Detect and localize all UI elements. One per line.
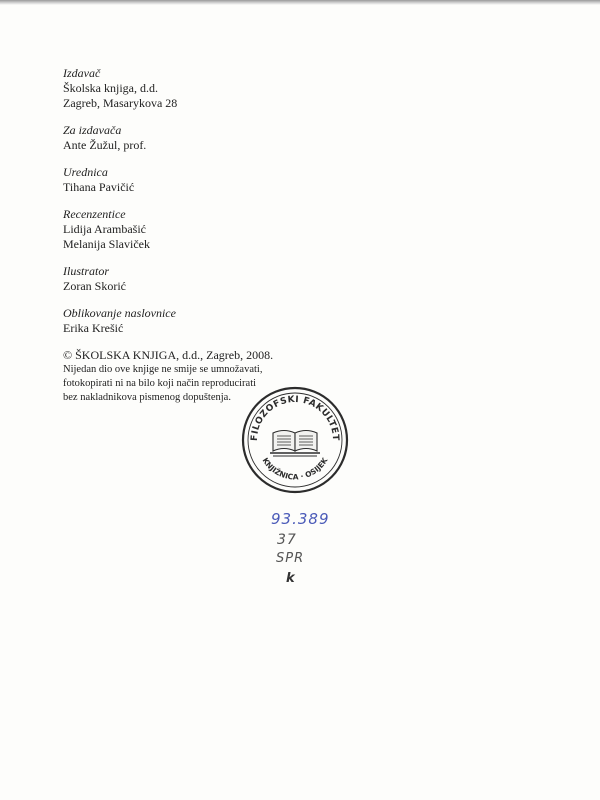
copyright-line: © ŠKOLSKA KNJIGA, d.d., Zagreb, 2008. — [63, 348, 274, 362]
role-label: Za izdavača — [63, 123, 122, 137]
imprint-reviewers — [63, 207, 363, 252]
stamp-top-text: FILOZOFSKI FAKULTET — [249, 394, 341, 442]
credit-line: Erika Krešić — [63, 321, 124, 335]
role-label: Urednica — [63, 165, 108, 179]
rights-line: bez nakladnikova pismenog dopuštenja. — [63, 392, 231, 403]
stamp-bottom-text: KNJIŽNICA · OSIJEK — [260, 456, 330, 482]
stamp-seal-icon — [240, 385, 350, 495]
imprint-illustrator — [63, 264, 363, 294]
credit-line: Melanija Slaviček — [63, 237, 150, 251]
credit-line: Školska knjiga, d.d. — [63, 81, 158, 95]
role-label: Oblikovanje naslovnice — [63, 306, 176, 320]
role-label: Ilustrator — [63, 264, 110, 278]
credit-line: Ante Žužul, prof. — [63, 138, 147, 152]
credit-line: Zagreb, Masarykova 28 — [63, 96, 178, 110]
role-label: Izdavač — [63, 66, 101, 80]
handwritten-mark: k — [286, 571, 296, 586]
page-top-edge — [0, 0, 600, 5]
open-book-icon — [270, 431, 320, 457]
call-number-line: 37 — [277, 532, 297, 548]
library-stamp — [240, 385, 350, 495]
credit-line: Zoran Skorić — [63, 279, 126, 293]
inventory-number: 93.389 — [271, 510, 330, 528]
imprint-editor — [63, 165, 363, 195]
rights-line: fotokopirati ni na bilo koji način reproducirati — [63, 378, 257, 389]
imprint-for-publisher — [63, 123, 363, 153]
svg-text:KNJIŽNICA · OSIJEK — [261, 455, 331, 481]
imprint-cover-design — [63, 306, 363, 336]
credit-line: Tihana Pavičić — [63, 180, 135, 194]
call-number-line: SPR — [276, 551, 305, 566]
credit-line: Lidija Arambašić — [63, 222, 146, 236]
rights-line: Nijedan dio ove knjige ne smije se umnožavati, — [63, 364, 263, 375]
imprint-publisher — [63, 66, 363, 111]
imprint-block — [63, 66, 363, 405]
role-label: Recenzentice — [63, 207, 126, 221]
